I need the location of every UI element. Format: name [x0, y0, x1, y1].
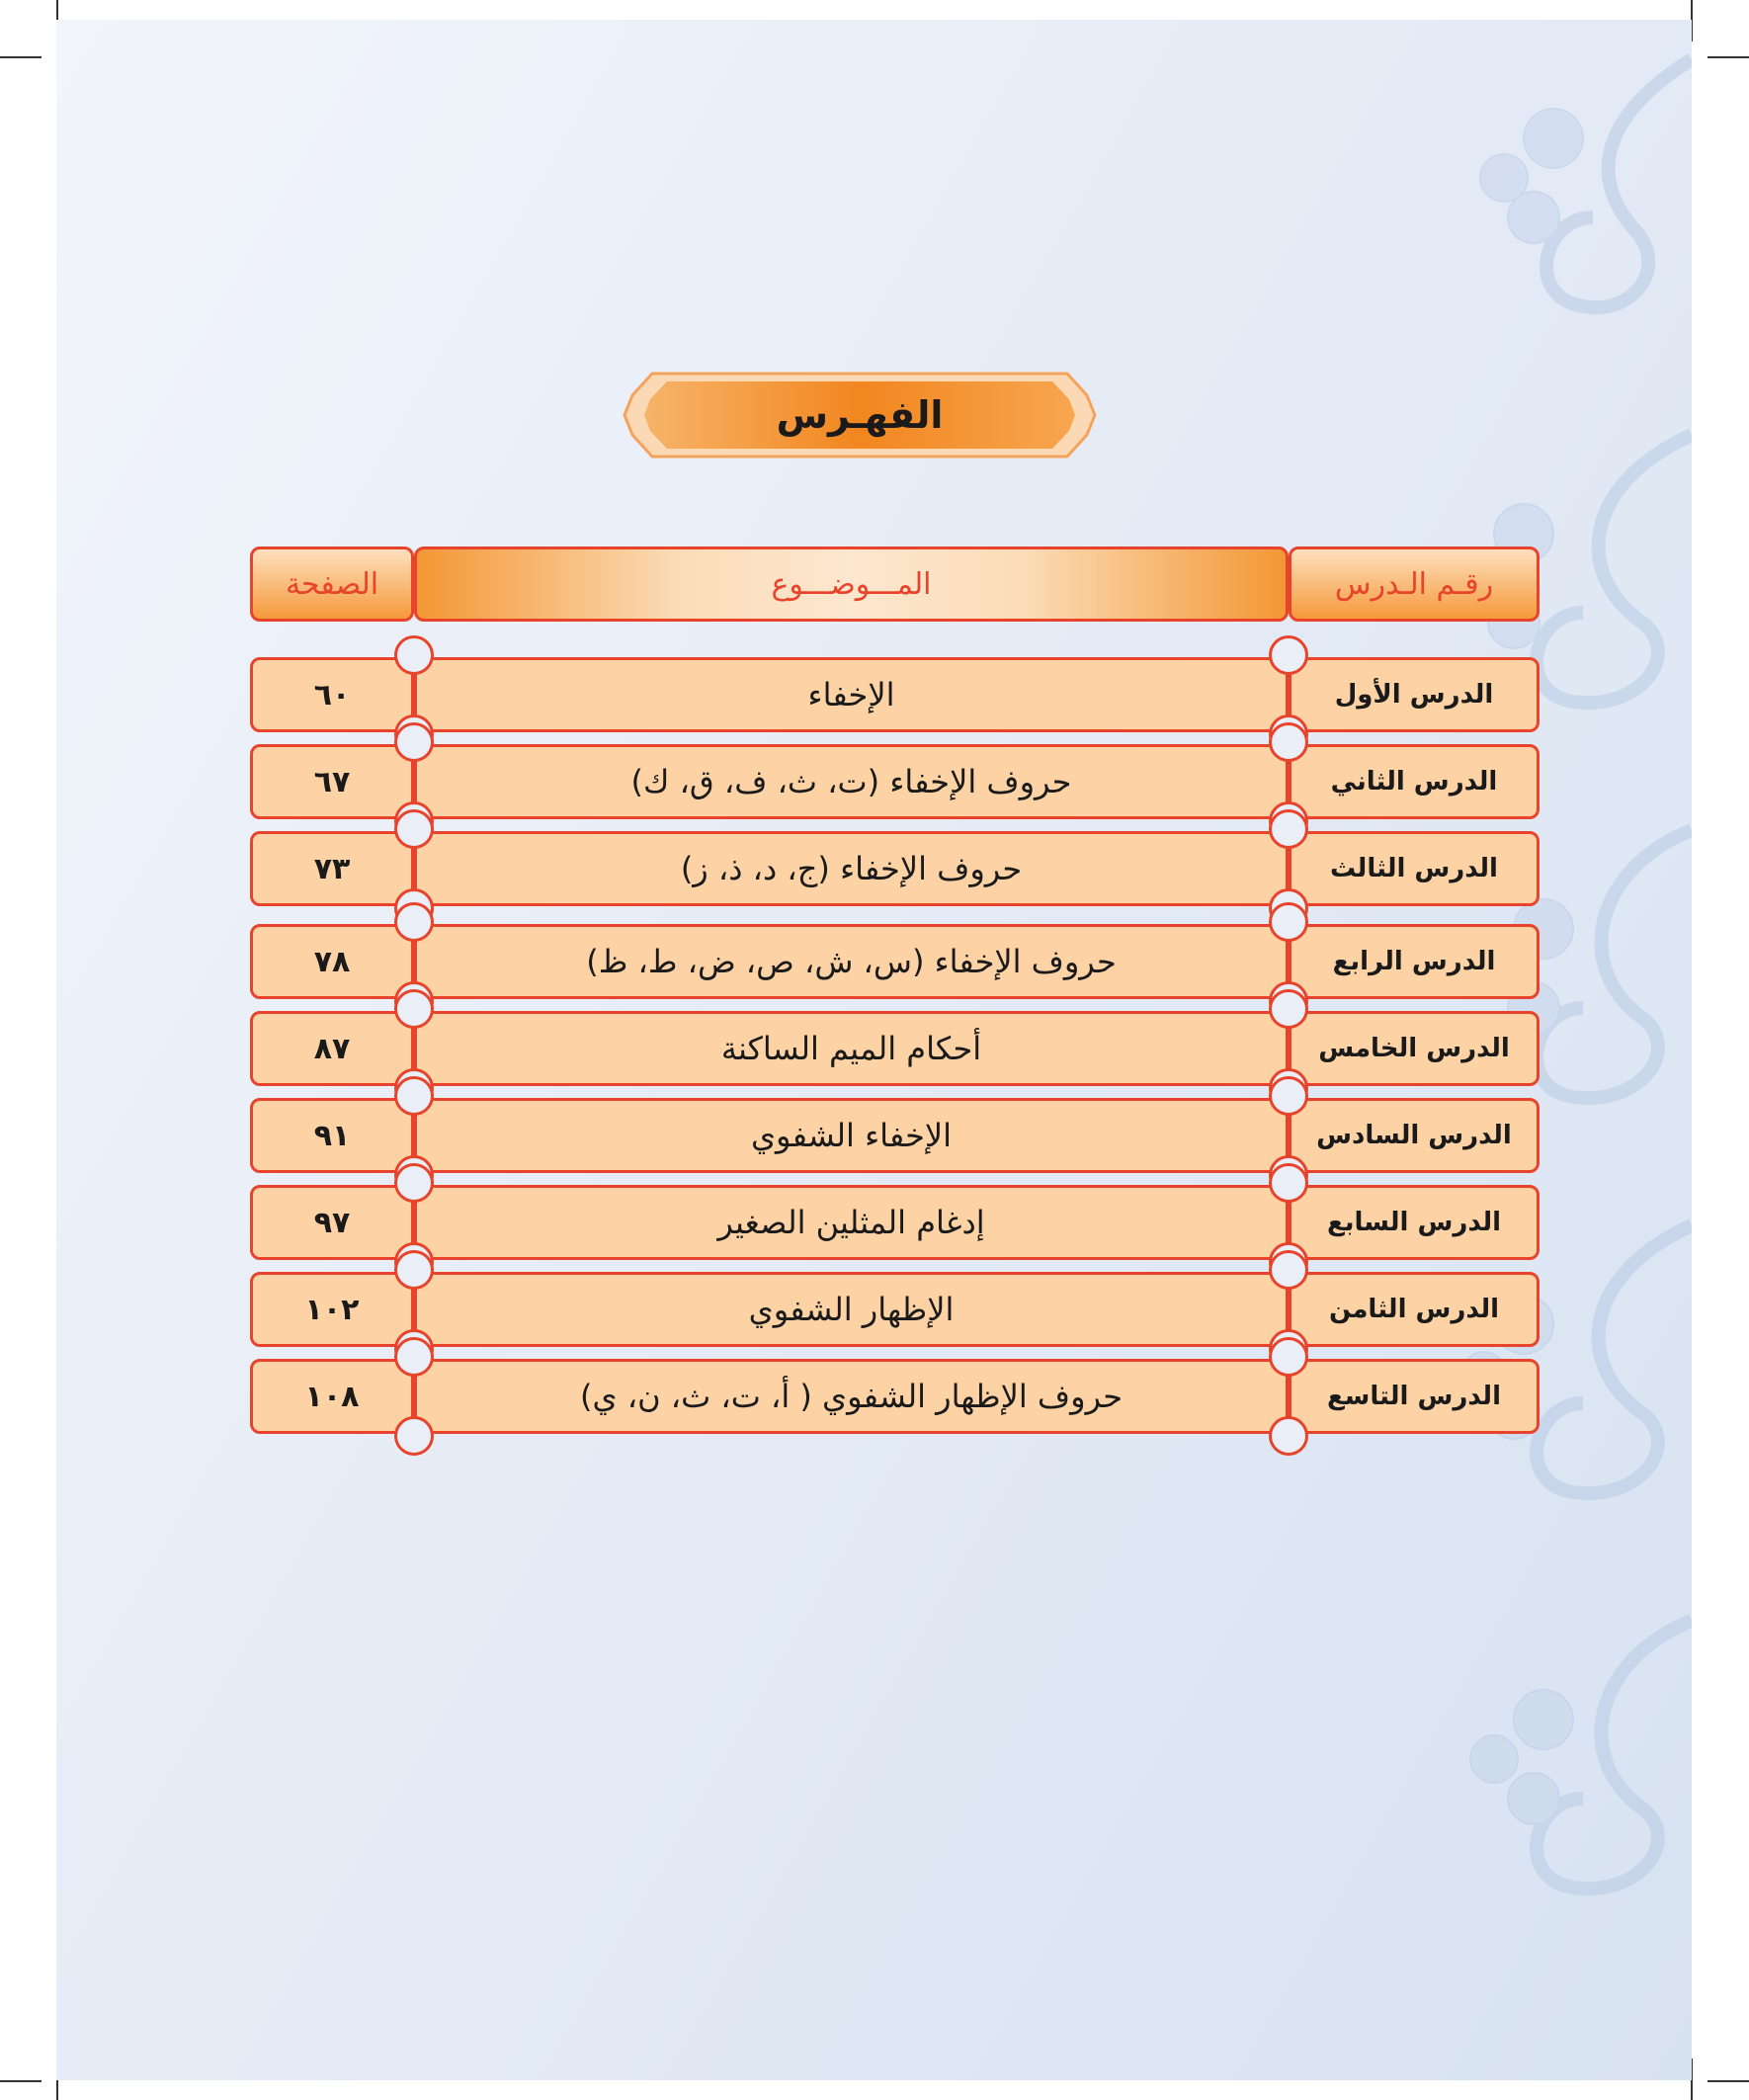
- row-connector: [1269, 1416, 1308, 1456]
- toc-page-number: ٧٣: [250, 831, 414, 906]
- row-connector: [1269, 1076, 1308, 1116]
- toc-page-number: ٦٠: [250, 657, 414, 732]
- row-connector: [394, 902, 434, 942]
- toc-page-number: ٨٧: [250, 1011, 414, 1086]
- row-connector: [394, 1250, 434, 1290]
- toc-row: [250, 1359, 1540, 1438]
- crop-mark: [0, 56, 42, 58]
- toc-lesson-number: الدرس الأول: [1289, 657, 1540, 732]
- toc-row: [250, 1185, 1540, 1264]
- toc-topic: أحكام الميم الساكنة: [414, 1011, 1289, 1086]
- row-connector: [394, 989, 434, 1029]
- toc-page-number: ١٠٨: [250, 1359, 414, 1434]
- toc-topic: الإخفاء الشفوي: [414, 1098, 1289, 1173]
- row-connector: [394, 1076, 434, 1116]
- toc-lesson-number: الدرس الخامس: [1289, 1011, 1540, 1086]
- row-connector: [394, 1163, 434, 1203]
- toc-row: [250, 1098, 1540, 1177]
- toc-table: [250, 546, 1540, 1438]
- row-connector: [1269, 989, 1308, 1029]
- toc-topic: حروف الإخفاء (س، ش، ص، ض، ط، ظ): [414, 924, 1289, 999]
- row-connector: [1269, 1163, 1308, 1203]
- title-banner: [623, 366, 1097, 464]
- header-topic: المـــوضـــوع: [414, 546, 1289, 622]
- toc-topic: حروف الإخفاء (ت، ث، ف، ق، ك): [414, 744, 1289, 819]
- row-connector: [1269, 635, 1308, 675]
- row-connector: [394, 809, 434, 849]
- toc-lesson-number: الدرس السابع: [1289, 1185, 1540, 1260]
- row-connector: [394, 1416, 434, 1456]
- crop-mark: [0, 2080, 42, 2082]
- toc-row: [250, 1272, 1540, 1351]
- toc-row: [250, 744, 1540, 823]
- toc-header-row: [250, 546, 1540, 626]
- toc-row: [250, 831, 1540, 910]
- toc-page-number: ٩١: [250, 1098, 414, 1173]
- toc-topic: حروف الإخفاء (ج، د، ذ، ز): [414, 831, 1289, 906]
- crop-mark: [1707, 56, 1749, 58]
- toc-topic: إدغام المثلين الصغير: [414, 1185, 1289, 1260]
- toc-row: [250, 924, 1540, 1003]
- row-connector: [1269, 1250, 1308, 1290]
- toc-row: [250, 657, 1540, 736]
- toc-topic: حروف الإظهار الشفوي ( أ، ت، ث، ن، ي): [414, 1359, 1289, 1434]
- crop-mark: [1707, 2080, 1749, 2082]
- toc-lesson-number: الدرس التاسع: [1289, 1359, 1540, 1434]
- row-connector: [394, 1337, 434, 1377]
- row-connector: [394, 722, 434, 762]
- row-connector: [394, 635, 434, 675]
- toc-topic: الإظهار الشفوي: [414, 1272, 1289, 1347]
- header-lesson: رقـم الـدرس: [1289, 546, 1540, 622]
- row-connector: [1269, 722, 1308, 762]
- toc-lesson-number: الدرس الرابع: [1289, 924, 1540, 999]
- toc-row: [250, 1011, 1540, 1090]
- row-connector: [1269, 1337, 1308, 1377]
- header-page: الصفحة: [250, 546, 414, 622]
- toc-body: [250, 657, 1540, 1438]
- toc-lesson-number: الدرس الثالث: [1289, 831, 1540, 906]
- row-connector: [1269, 809, 1308, 849]
- toc-page-number: ٧٨: [250, 924, 414, 999]
- toc-page-number: ٩٧: [250, 1185, 414, 1260]
- toc-topic: الإخفاء: [414, 657, 1289, 732]
- toc-page-number: ١٠٢: [250, 1272, 414, 1347]
- toc-lesson-number: الدرس الثامن: [1289, 1272, 1540, 1347]
- page-title: الفهـرس: [776, 393, 944, 437]
- row-connector: [1269, 902, 1308, 942]
- toc-lesson-number: الدرس الثاني: [1289, 744, 1540, 819]
- toc-page-number: ٦٧: [250, 744, 414, 819]
- toc-lesson-number: الدرس السادس: [1289, 1098, 1540, 1173]
